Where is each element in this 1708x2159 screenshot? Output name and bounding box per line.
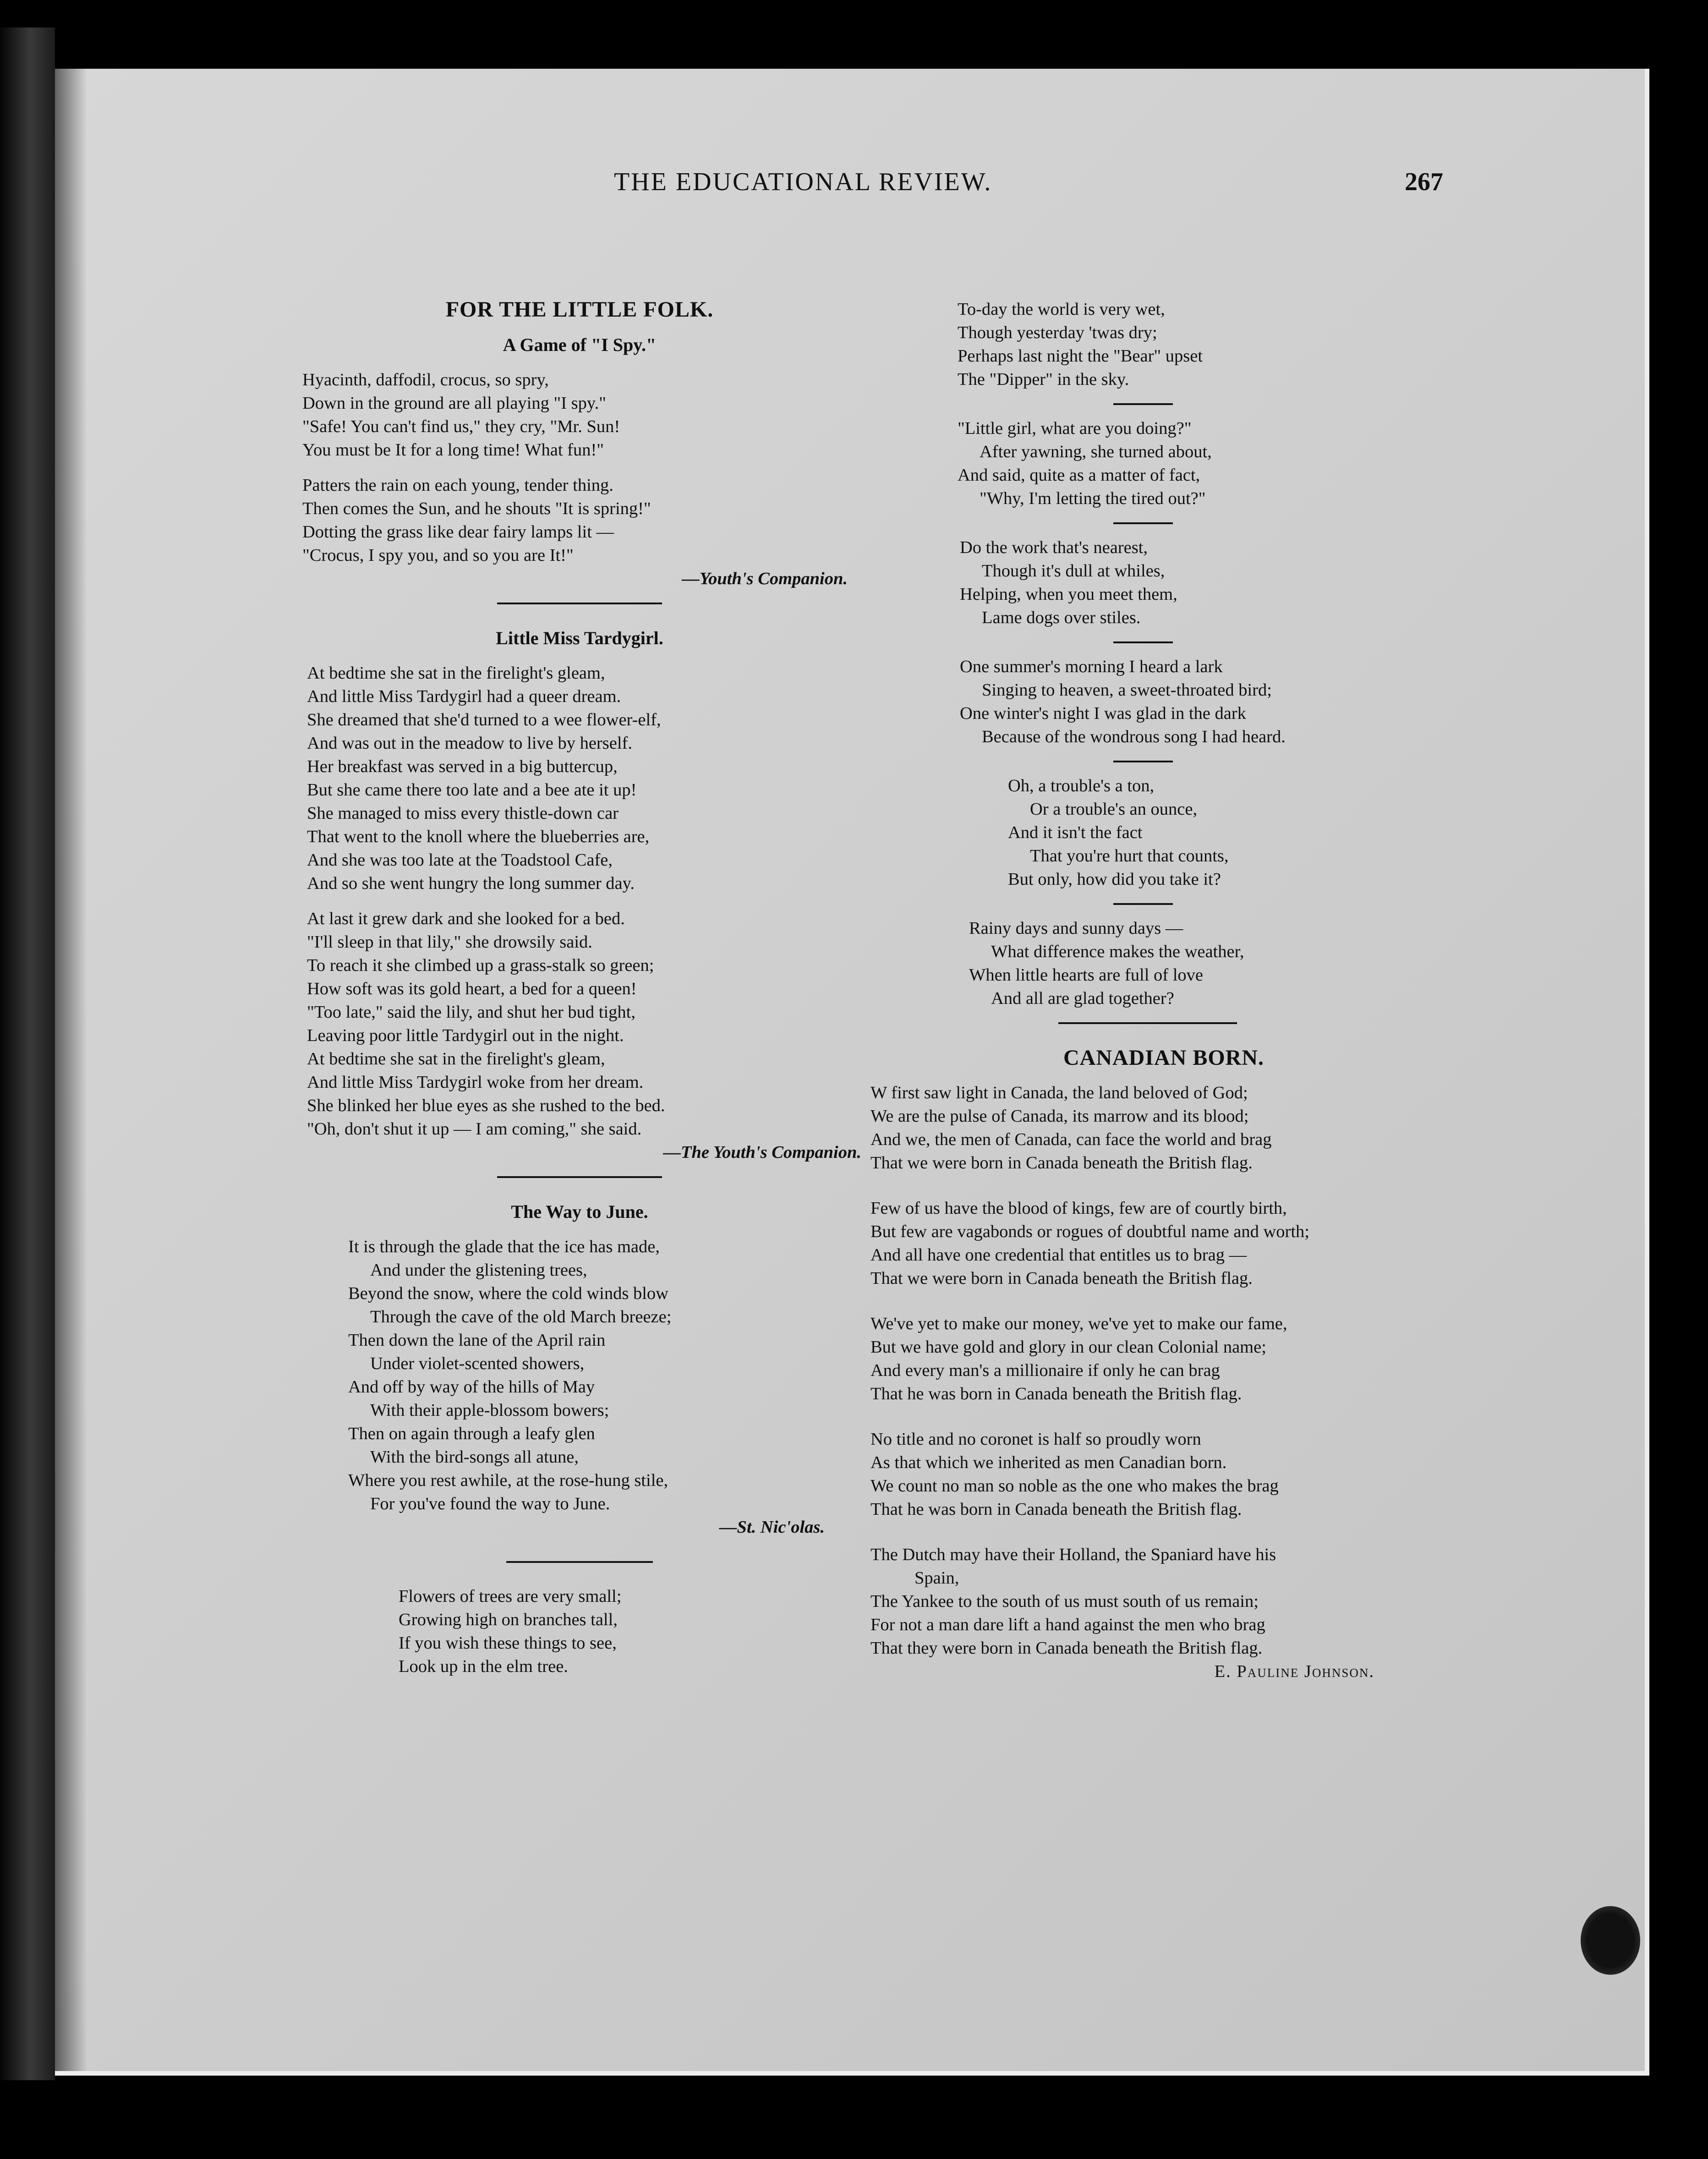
poem-line: And little Miss Tardygirl had a queer dream. [307,687,621,706]
poem-line: To-day the world is very wet, [958,300,1165,319]
poem-line: And we, the men of Canada, can face the world and brag [870,1130,1272,1149]
credit-youths-companion: —Youth's Companion. [682,569,848,588]
poem-trouble [861,774,1448,891]
poem-do-the-work [861,536,1448,630]
poem-line: And off by way of the hills of May [348,1377,595,1397]
gutter-shadow [55,69,87,2071]
poem-line: But only, how did you take it? [1008,870,1221,889]
poem-i-spy-stanza-2 [293,474,866,567]
poem-line: W first saw light in Canada, the land beloved of God; [870,1083,1248,1102]
poem-line: It is through the glade that the ice has made, [348,1237,660,1256]
poem-line: But we have gold and glory in our clean Colonial name; [870,1337,1266,1357]
poem-line: That he was born in Canada beneath the British flag. [870,1384,1242,1403]
poem-line: And all are glad together? [991,989,1174,1008]
poem-canadian-born [861,1081,1448,1683]
poem-way-to-june [293,1235,866,1516]
poem-line: Oh, a trouble's a ton, [1008,776,1155,795]
poem-line: And every man's a millionaire if only he can brag [870,1361,1220,1380]
poem-line: When little hearts are full of love [969,965,1203,985]
poem-line: And under the glistening trees, [370,1260,587,1280]
poem-line: Do the work that's nearest, [960,538,1148,557]
running-title: THE EDUCATIONAL REVIEW. [614,168,992,196]
poem-line: But she came there too late and a bee ate it up! [307,780,637,800]
poem-line: The Dutch may have their Holland, the Spaniard have his [870,1545,1276,1564]
poem-line: And little Miss Tardygirl woke from her dream. [307,1073,644,1092]
poem-line: Down in the ground are all playing "I spy." [302,394,606,413]
poem-line: Her breakfast was served in a big buttercup, [307,757,618,776]
poem-line: If you wish these things to see, [399,1633,617,1653]
poem-line: And it isn't the fact [1008,823,1143,842]
poem-line: That we were born in Canada beneath the British flag. [870,1269,1253,1288]
poem-line: And so she went hungry the long summer day. [307,874,635,893]
section-title: FOR THE LITTLE FOLK. [445,297,714,322]
poem-title-way-to-june: The Way to June. [511,1201,648,1222]
poem-line: Or a trouble's an ounce, [1030,800,1198,819]
poem-line: With the bird-songs all atune, [370,1447,579,1467]
poem-little-girl [861,417,1448,510]
stanza [870,1081,1448,1175]
poem-line: Spain, [914,1568,959,1588]
poem-line: And she was too late at the Toadstool Cafe, [307,850,613,870]
poem-line: Then on again through a leafy glen [348,1424,595,1443]
poem-line: That you're hurt that counts, [1030,846,1229,866]
stanza [870,1428,1448,1521]
poem-line: Hyacinth, daffodil, crocus, so spry, [302,370,549,389]
poem-rainy-days [861,917,1448,1010]
poem-line: Through the cave of the old March breeze; [370,1307,672,1326]
film-edge-left [0,27,55,2080]
poem-line: Helping, when you meet them, [960,585,1177,604]
poem-line: After yawning, she turned about, [980,442,1212,461]
running-header [573,167,1443,204]
poem-line: But few are vagabonds or rogues of doubtful name and worth; [870,1222,1309,1241]
poem-line: She blinked her blue eyes as she rushed to the bed. [307,1096,665,1115]
poem-flowers-of-trees [293,1585,866,1678]
poem-line: "Crocus, I spy you, and so you are It!" [302,546,574,565]
poem-line: Dotting the grass like dear fairy lamps lit — [302,522,614,542]
poem-line: With their apple-blossom bowers; [370,1401,609,1420]
left-column [293,298,866,1678]
poem-line: What difference makes the weather, [991,942,1244,961]
poem-line: "Why, I'm letting the tired out?" [980,489,1206,508]
poem-line: For you've found the way to June. [370,1494,610,1513]
credit-the-youths-companion: —The Youth's Companion. [663,1143,861,1162]
stanza [870,1197,1448,1290]
poem-line: At bedtime she sat in the firelight's gleam, [307,1049,605,1069]
poem-line: That he was born in Canada beneath the British flag. [870,1500,1242,1519]
poem-line: For not a man dare lift a hand against the men who brag [870,1615,1265,1634]
poem-line: Singing to heaven, a sweet-throated bird; [982,680,1272,700]
poem-line: Though it's dull at whiles, [982,561,1165,581]
poem-lark [861,655,1448,749]
poem-line: Growing high on branches tall, [399,1610,618,1629]
poem-line: Under violet-scented showers, [370,1354,585,1373]
poem-line: Because of the wondrous song I had heard. [982,727,1286,746]
poem-line: She managed to miss every thistle-down car [307,804,619,823]
poem-line: How soft was its gold heart, a bed for a queen! [307,979,637,998]
poem-title-i-spy: A Game of "I Spy." [503,334,657,355]
poem-line: Beyond the snow, where the cold winds blow [348,1284,668,1303]
poem-line: Flowers of trees are very small; [399,1587,622,1606]
poem-line: Where you rest awhile, at the rose-hung stile, [348,1471,668,1490]
poem-title-tardygirl: Little Miss Tardygirl. [496,628,663,648]
poem-line: That we were born in Canada beneath the British flag. [870,1153,1253,1173]
poem-line: And said, quite as a matter of fact, [958,466,1200,485]
poem-line: Leaving poor little Tardygirl out in the night. [307,1026,624,1045]
poem-line: At bedtime she sat in the firelight's gleam, [307,663,605,683]
poem-line: Then comes the Sun, and he shouts "It is spring!" [302,499,651,518]
stanza [870,1312,1448,1406]
author-signature: E. Pauline Johnson. [1214,1662,1374,1681]
poem-line: No title and no coronet is half so proudly worn [870,1430,1201,1449]
poem-line: "I'll sleep in that lily," she drowsily said. [307,932,592,952]
page-number: 267 [1405,168,1443,196]
poem-line: Then down the lane of the April rain [348,1331,606,1350]
poem-line: Rainy days and sunny days — [969,919,1183,938]
poem-line: Perhaps last night the "Bear" upset [958,346,1203,366]
poem-line: "Too late," said the lily, and shut her bud tight, [307,1003,635,1022]
poem-line: Look up in the elm tree. [399,1657,568,1676]
poem-tardygirl-stanza-1 [293,662,866,895]
poem-line: We count no man so noble as the one who makes the brag [870,1476,1279,1496]
poem-line: "Little girl, what are you doing?" [958,419,1192,438]
poem-line: You must be It for a long time! What fun!" [302,440,604,460]
credit-st-nicolas: —St. Nic'olas. [719,1518,825,1537]
stanza [870,1543,1448,1660]
right-column [861,298,1448,1683]
poem-line: The Yankee to the south of us must south of us remain; [870,1592,1259,1611]
poem-line: And was out in the meadow to live by herself. [307,734,632,753]
poem-line: And all have one credential that entitles us to brag — [870,1245,1247,1265]
poem-title-canadian-born: CANADIAN BORN. [1063,1046,1264,1070]
poem-line: As that which we inherited as men Canadian born. [870,1453,1227,1472]
poem-line: One winter's night I was glad in the dark [960,704,1246,723]
poem-line: To reach it she climbed up a grass-stalk so green; [307,956,654,975]
poem-line: She dreamed that she'd turned to a wee flower-elf, [307,710,661,729]
poem-line: Though yesterday 'twas dry; [958,323,1157,342]
poem-line: "Oh, don't shut it up — I am coming," she said. [307,1119,642,1139]
film-blemish [1581,1906,1640,1975]
poem-line: That went to the knoll where the blueberries are, [307,827,650,846]
poem-line: We've yet to make our money, we've yet to make our fame, [870,1314,1287,1333]
poem-line: Few of us have the blood of kings, few are of courtly birth, [870,1199,1287,1218]
poem-i-spy-stanza-1 [293,368,866,462]
poem-line: "Safe! You can't find us," they cry, "Mr. Sun! [302,417,620,436]
poem-line: Lame dogs over stiles. [982,608,1141,627]
poem-line: One summer's morning I heard a lark [960,657,1223,676]
poem-line: The "Dipper" in the sky. [958,370,1129,389]
poem-line: At last it grew dark and she looked for a bed. [307,909,625,928]
poem-world-wet [861,298,1448,391]
poem-tardygirl-stanza-2 [293,907,866,1141]
poem-line: That they were born in Canada beneath the British flag. [870,1638,1263,1658]
poem-line: We are the pulse of Canada, its marrow and its blood; [870,1107,1249,1126]
poem-line: Patters the rain on each young, tender thing. [302,476,613,495]
